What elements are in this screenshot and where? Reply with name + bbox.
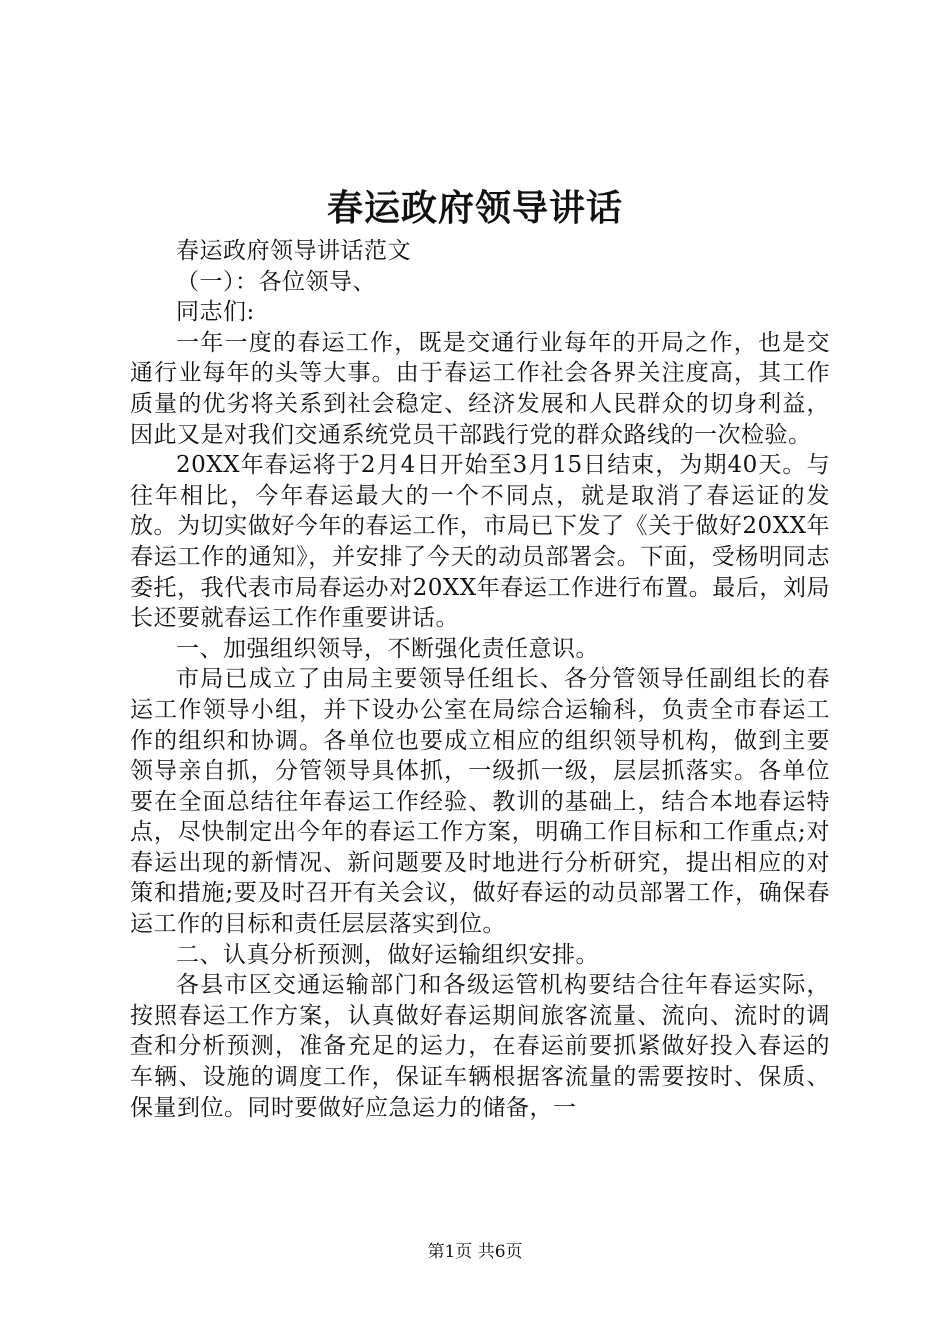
section-heading: 一、加强组织领导，不断强化责任意识。 (176, 635, 599, 662)
paragraph: 20XX年春运将于2月4日开始至3月15日结束，为期40天。与往年相比，今年春运最大的一个不同点，就是取消了春运证的发放。为切实做好今年的春运工作，市局已下发了《关于做好20XX年春运工作的通知》，并安排了今天的动员部署会。下面，受杨明同志委托，我代表市局春运办对20XX年春运工作进行布置。最后，刘局长还要就春运工作作重要讲话。 (130, 452, 830, 632)
paragraph: 市局已成立了由局主要领导任组长、各分管领导任副组长的春运工作领导小组，并下设办公室在局综合运输科，负责全市春运工作的组织和协调。各单位也要成立相应的组织领导机构，做到主要领导亲自抓，分管领导具体抓，一级抓一级，层层抓落实。各单位要在全面总结往年春运工作经验、教训的基础上，结合本地春运特点，尽快制定出今年的春运工作方案，明确工作目标和工作重点;对春运出现的新情况、新问题要及时地进行分析研究，提出相应的对策和措施;要及时召开有关会议，做好春运的动员部署工作，确保春运工作的目标和责任层层落实到位。 (130, 666, 830, 938)
section-heading: 二、认真分析预测，做好运输组织安排。 (176, 941, 599, 968)
paragraph: 同志们: (176, 299, 255, 326)
paragraph: 一年一度的春运工作，既是交通行业每年的开局之作，也是交通行业每年的头等大事。由于春运工作社会各界关注度高，其工作质量的优劣将关系到社会稳定、经济发展和人民群众的切身利益，因此又是对我们交通系统党员干部践行党的群众路线的一次检验。 (130, 329, 830, 448)
document-body (130, 236, 830, 1123)
document-title: 春运政府领导讲话 (326, 187, 623, 229)
paragraph: （一）：各位领导、 (176, 268, 376, 295)
paragraph: 春运政府领导讲话范文 (176, 238, 411, 264)
page-footer: 第1页 共6页 (427, 1242, 523, 1262)
paragraph: 各县市区交通运输部门和各级运管机构要结合往年春运实际，按照春运工作方案，认真做好春运期间旅客流量、流向、流时的调查和分析预测，准备充足的运力，在春运前要抓紧做好投入春运的车辆、设施的调度工作，保证车辆根据客流量的需要按时、保质、保量到位。同时要做好应急运力的储备，一 (130, 972, 830, 1121)
